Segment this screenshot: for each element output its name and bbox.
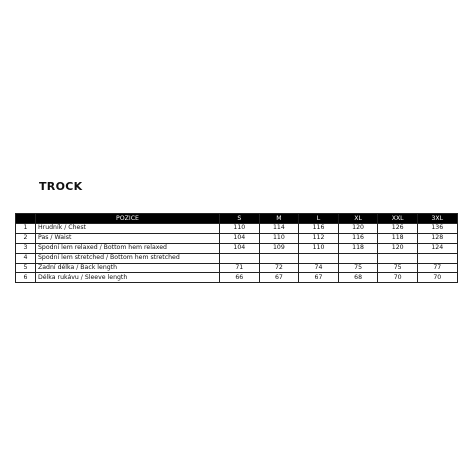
cell-size-xl: 68	[338, 273, 378, 283]
cell-size-m: 67	[259, 273, 299, 283]
cell-size-l: 74	[299, 263, 339, 273]
cell-size-s: 110	[220, 224, 260, 234]
table-row	[16, 243, 458, 253]
cell-size-3xl: 77	[417, 263, 457, 273]
cell-size-xl	[338, 253, 378, 263]
cell-size-s: 71	[220, 263, 260, 273]
row-position: Pas / Waist	[36, 233, 220, 243]
row-number: 4	[16, 253, 36, 263]
cell-size-xxl: 120	[378, 243, 418, 253]
cell-size-xxl: 126	[378, 224, 418, 234]
cell-size-l	[299, 253, 339, 263]
row-position: Hrudník / Chest	[36, 224, 220, 234]
cell-size-xxl: 118	[378, 233, 418, 243]
cell-size-3xl: 124	[417, 243, 457, 253]
table-row	[16, 273, 458, 283]
cell-size-s	[220, 253, 260, 263]
row-position: Zadní délka / Back length	[36, 263, 220, 273]
table-row	[16, 224, 458, 234]
row-number: 1	[16, 224, 36, 234]
cell-size-xxl: 75	[378, 263, 418, 273]
row-number: 5	[16, 263, 36, 273]
table-row	[16, 233, 458, 243]
row-number: 3	[16, 243, 36, 253]
cell-size-l: 67	[299, 273, 339, 283]
row-number: 2	[16, 233, 36, 243]
header-position: POZICE	[36, 214, 220, 224]
row-number: 6	[16, 273, 36, 283]
cell-size-s: 104	[220, 243, 260, 253]
header-size-s: S	[220, 214, 260, 224]
cell-size-s: 104	[220, 233, 260, 243]
cell-size-l: 112	[299, 233, 339, 243]
row-position: Spodní lem stretched / Bottom hem stretched	[36, 253, 220, 263]
page-title: TROCK	[39, 180, 83, 193]
table-header-row	[16, 214, 458, 224]
header-size-xxl: XXL	[378, 214, 418, 224]
cell-size-xl: 116	[338, 233, 378, 243]
header-size-3xl: 3XL	[417, 214, 457, 224]
row-position: Spodní lem relaxed / Bottom hem relaxed	[36, 243, 220, 253]
cell-size-xl: 118	[338, 243, 378, 253]
cell-size-xxl: 70	[378, 273, 418, 283]
cell-size-l: 110	[299, 243, 339, 253]
header-size-xl: XL	[338, 214, 378, 224]
cell-size-3xl	[417, 253, 457, 263]
header-size-m: M	[259, 214, 299, 224]
cell-size-xl: 75	[338, 263, 378, 273]
header-size-l: L	[299, 214, 339, 224]
cell-size-m	[259, 253, 299, 263]
cell-size-m: 109	[259, 243, 299, 253]
cell-size-s: 66	[220, 273, 260, 283]
cell-size-m: 114	[259, 224, 299, 234]
header-number	[16, 214, 36, 224]
row-position: Délka rukávu / Sleeve length	[36, 273, 220, 283]
cell-size-xl: 120	[338, 224, 378, 234]
cell-size-l: 116	[299, 224, 339, 234]
table-row	[16, 253, 458, 263]
cell-size-xxl	[378, 253, 418, 263]
cell-size-m: 72	[259, 263, 299, 273]
size-table	[15, 213, 458, 283]
cell-size-m: 110	[259, 233, 299, 243]
cell-size-3xl: 136	[417, 224, 457, 234]
cell-size-3xl: 128	[417, 233, 457, 243]
table-row	[16, 263, 458, 273]
cell-size-3xl: 70	[417, 273, 457, 283]
